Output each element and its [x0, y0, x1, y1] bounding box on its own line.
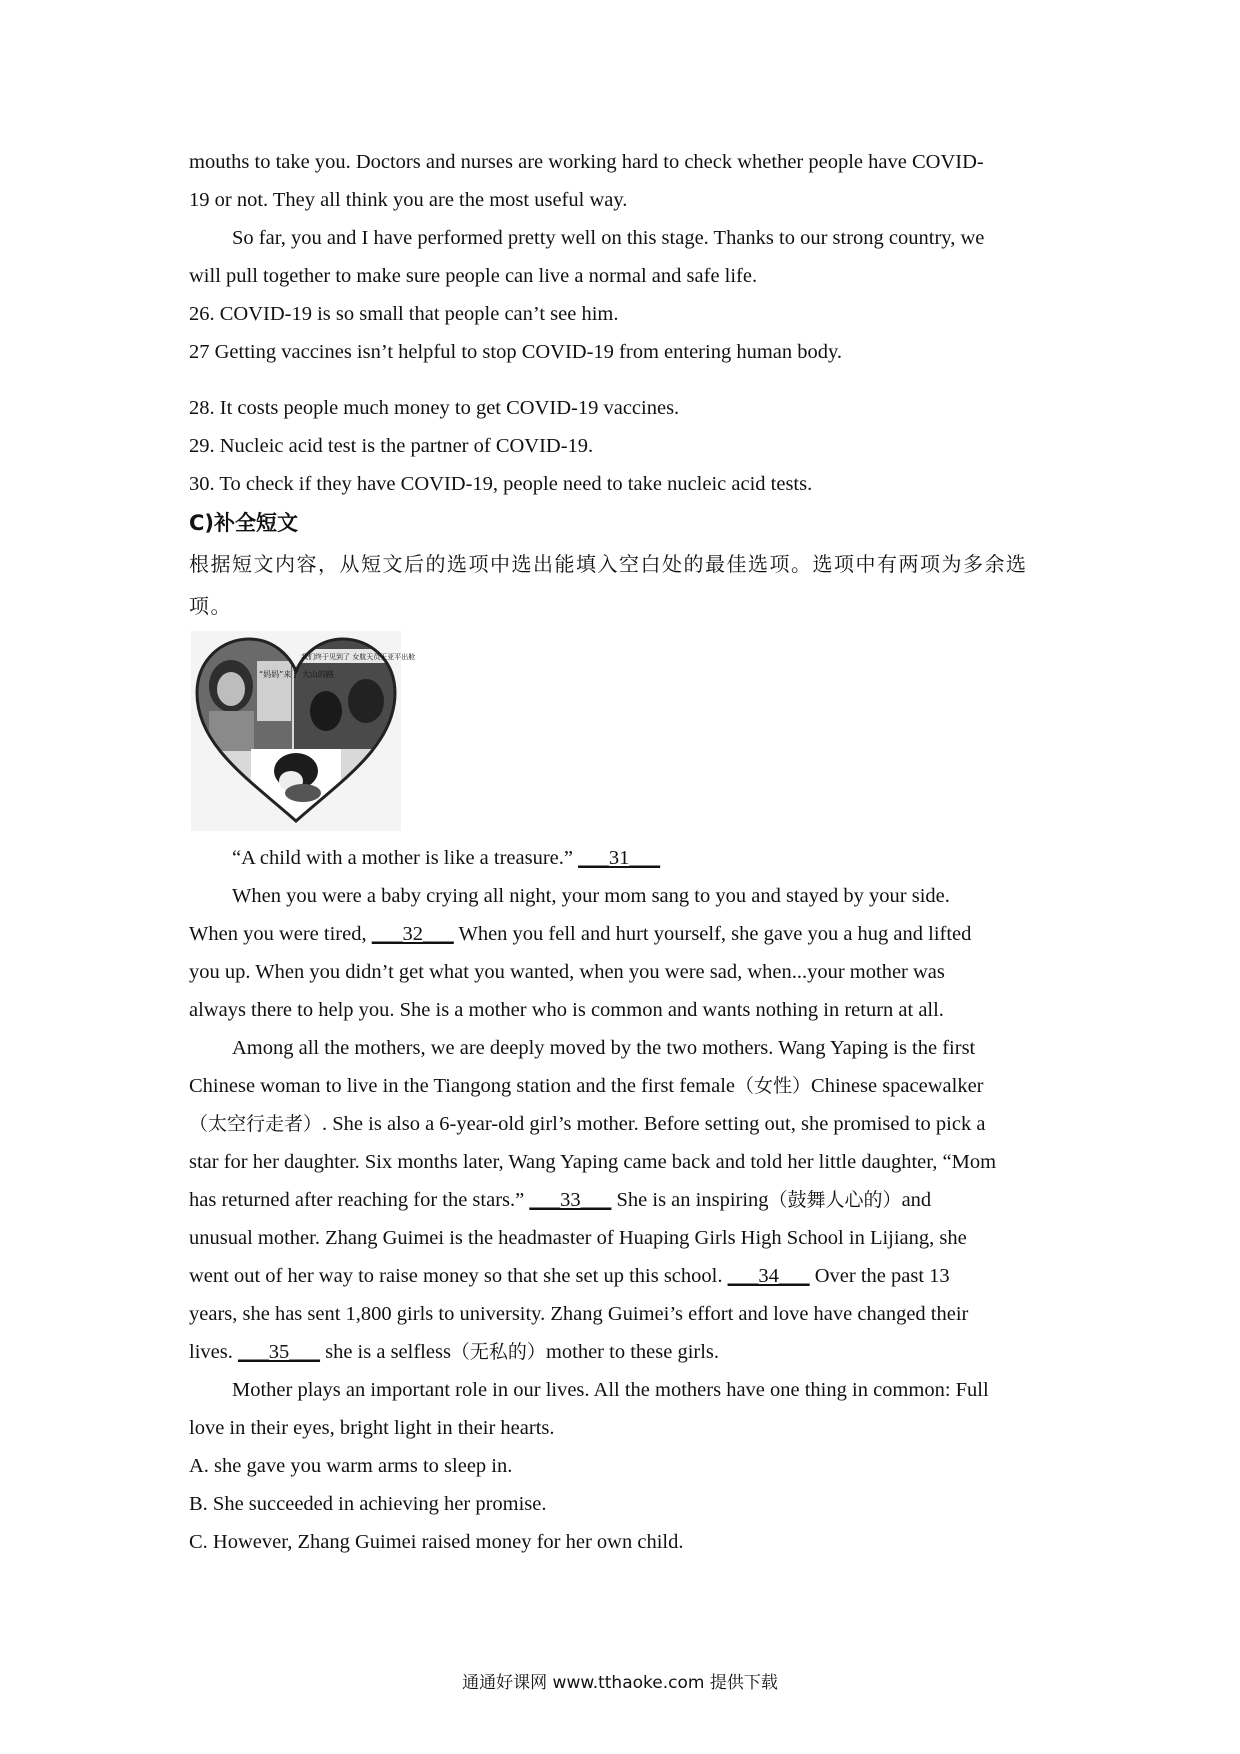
passage-line: star for her daughter. Six months later, Wang Yaping came back and told her little daughter, “Mom	[189, 1151, 997, 1173]
passage-line: love in their eyes, bright light in their hearts.	[189, 1417, 555, 1439]
text-span: When you were tired,	[189, 923, 367, 945]
passage-line	[189, 839, 1059, 877]
passage-line: 19 or not. They all think you are the most useful way.	[189, 189, 628, 211]
text-span: lives.	[189, 1341, 233, 1363]
gloss-female: （女性）	[735, 1075, 812, 1097]
blank-33: ___33___	[529, 1189, 612, 1211]
option-b: B. She succeeded in achieving her promise.	[189, 1493, 547, 1515]
statement-29: 29. Nucleic acid test is the partner of COVID-19.	[189, 435, 594, 457]
option-c: C. However, Zhang Guimei raised money for her own child.	[189, 1531, 684, 1553]
text-span: she is a selfless	[325, 1341, 451, 1363]
text-span: has returned after reaching for the stars.”	[189, 1189, 525, 1211]
statement-26: 26. COVID-19 is so small that people can’t see him.	[189, 303, 619, 325]
blank-34: ___34___	[727, 1265, 810, 1287]
blank-32: ___32___	[371, 923, 454, 945]
text-span: went out of her way to raise money so that she set up this school.	[189, 1265, 723, 1287]
gloss-inspiring: （鼓舞人心的）	[768, 1189, 902, 1211]
instructions-line: 项。	[189, 594, 232, 618]
text-span: . She is also a 6-year-old girl’s mother. Before setting out, she promised to pick a	[322, 1113, 986, 1135]
option-a: A. she gave you warm arms to sleep in.	[189, 1455, 513, 1477]
passage-line: years, she has sent 1,800 girls to university. Zhang Guimei’s effort and love have changed their	[189, 1303, 969, 1325]
passage-line: you up. When you didn’t get what you wanted, when you were sad, when...your mother was	[189, 961, 945, 983]
text-span: “A child with a mother is like a treasure.”	[232, 847, 573, 869]
passage-line	[189, 915, 1059, 953]
figure-caption-left: “妈妈”来了 大山的路	[259, 670, 334, 679]
blank-31: ___31___	[578, 847, 661, 869]
passage-line: unusual mother. Zhang Guimei is the headmaster of Huaping Girls High School in Lijiang, she	[189, 1227, 967, 1249]
text-span: mother to these girls.	[545, 1341, 720, 1363]
text-span: and	[901, 1189, 932, 1211]
passage-line	[189, 1181, 1059, 1219]
document-page	[189, 143, 1059, 1561]
text-span: Chinese spacewalker	[811, 1075, 984, 1097]
text-span: When you fell and hurt yourself, she gave you a hug and lifted	[458, 923, 972, 945]
passage-line: mouths to take you. Doctors and nurses are working hard to check whether people have COVID-	[189, 151, 984, 173]
passage-line: When you were a baby crying all night, your mom sang to you and stayed by your side.	[232, 885, 950, 907]
passage-line	[189, 1333, 1059, 1371]
passage-line	[189, 1105, 1059, 1143]
passage-line: So far, you and I have performed pretty well on this stage. Thanks to our strong country, we	[232, 227, 985, 249]
text-span: She is an inspiring	[616, 1189, 769, 1211]
heart-photo-collage	[191, 631, 416, 831]
text-span: Chinese woman to live in the Tiangong station and the first female	[189, 1075, 736, 1097]
statement-27: 27 Getting vaccines isn’t helpful to stop COVID-19 from entering human body.	[189, 341, 843, 363]
instructions-line: 根据短文内容，从短文后的选项中选出能填入空白处的最佳选项。选项中有两项为多余选	[189, 552, 1028, 576]
text-span: Over the past 13	[814, 1265, 950, 1287]
page-footer: 通通好课网 www.tthaoke.com 提供下载	[462, 1673, 778, 1693]
blank-35: ___35___	[237, 1341, 320, 1363]
heart-image	[191, 631, 416, 831]
passage-line: Among all the mothers, we are deeply moved by the two mothers. Wang Yaping is the first	[232, 1037, 976, 1059]
section-heading: C)补全短文	[189, 511, 299, 535]
passage-line	[189, 1067, 1059, 1105]
figure-caption-right: 我们终于见到了 女航天员王亚平出舱	[301, 653, 416, 661]
gloss-spacewalker: （太空行走者）	[189, 1113, 323, 1135]
statement-28: 28. It costs people much money to get COVID-19 vaccines.	[189, 397, 680, 419]
gloss-selfless: （无私的）	[450, 1341, 546, 1363]
passage-line	[189, 1257, 1059, 1295]
passage-line: Mother plays an important role in our lives. All the mothers have one thing in common: Full	[232, 1379, 989, 1401]
passage-line: will pull together to make sure people can live a normal and safe life.	[189, 265, 758, 287]
statement-30: 30. To check if they have COVID-19, people need to take nucleic acid tests.	[189, 473, 813, 495]
passage-line: always there to help you. She is a mother who is common and wants nothing in return at all.	[189, 999, 944, 1021]
